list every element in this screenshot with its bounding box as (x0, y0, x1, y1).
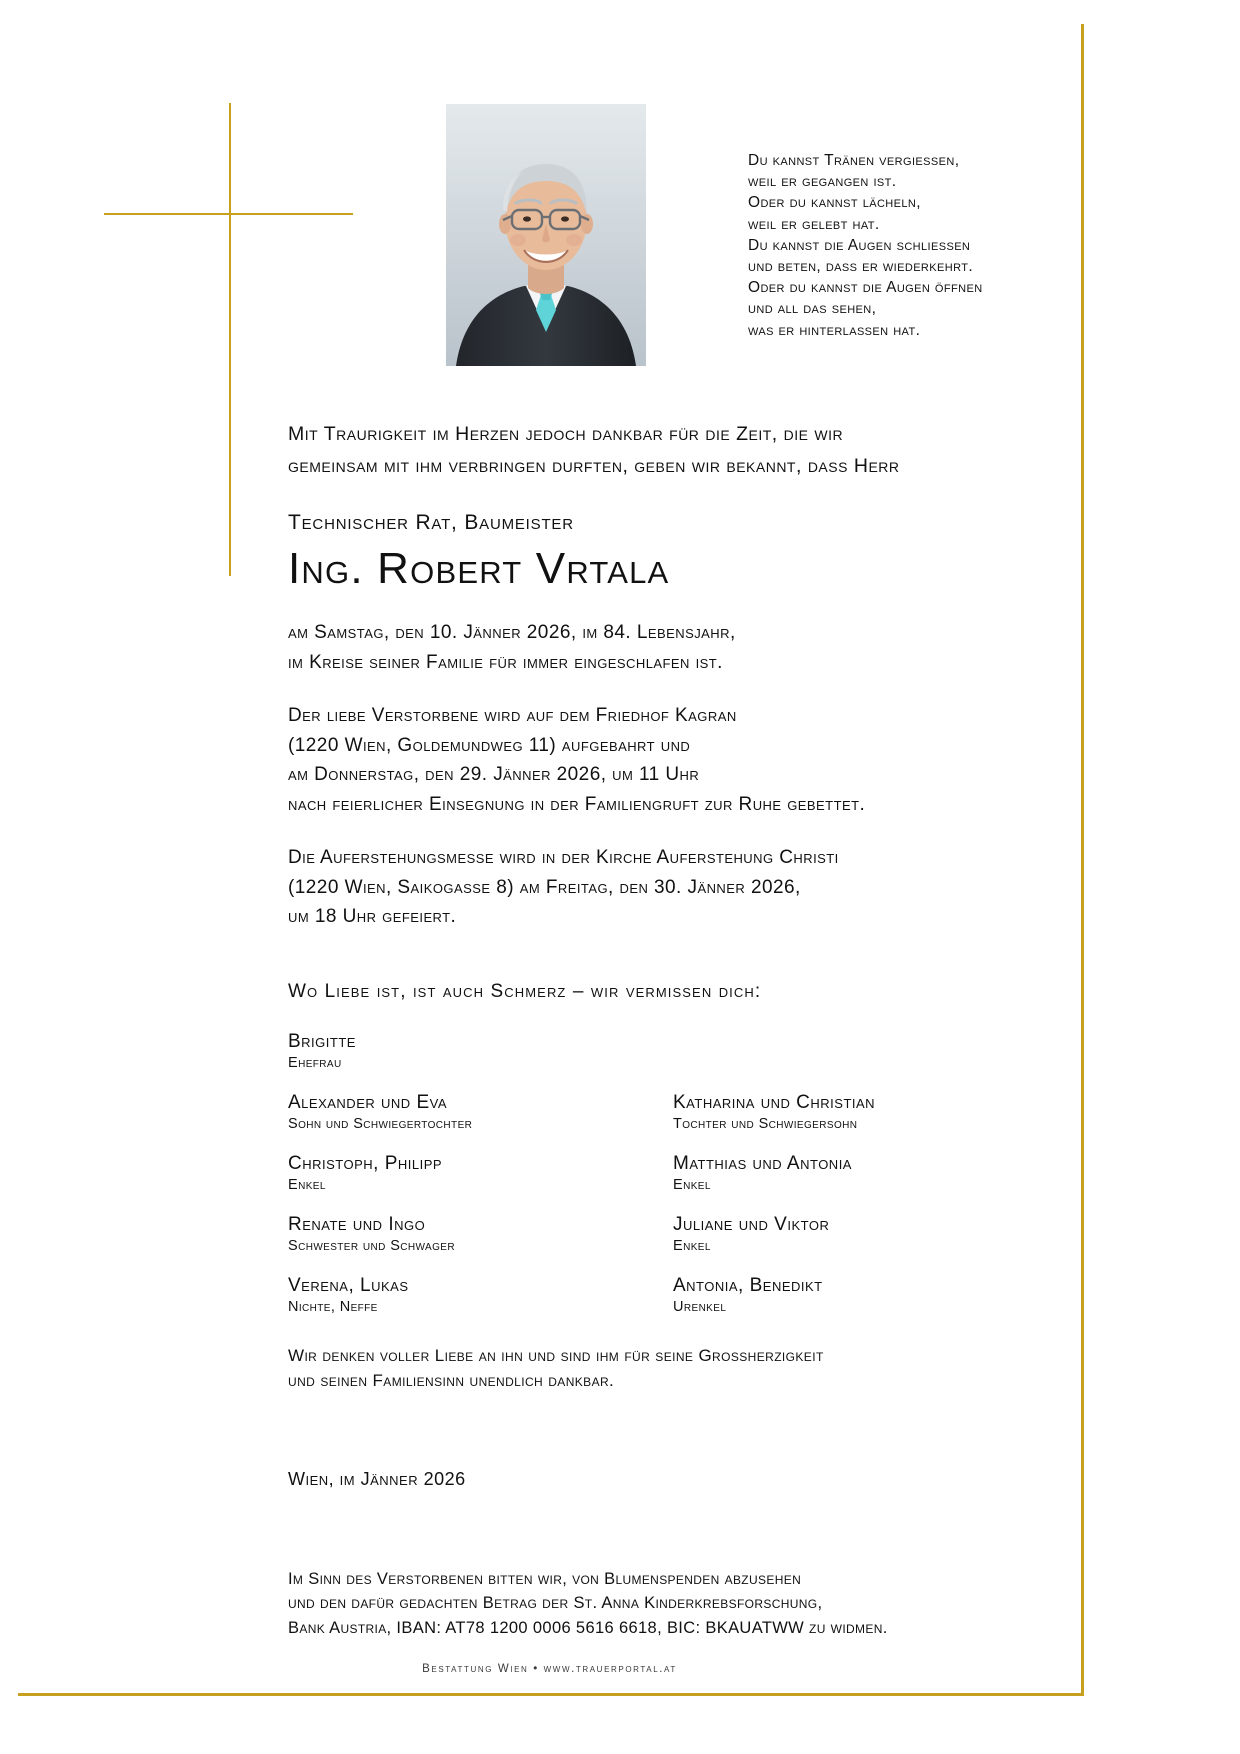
survivor-name: Renate und Ingo (288, 1213, 426, 1235)
survivors-list (288, 1030, 988, 1317)
donation-line: Im Sinn des Verstorbenen bitten wir, von Blumenspenden abzusehen (288, 1569, 802, 1588)
survivor-entry (673, 1030, 988, 1073)
survivor-entry (288, 1213, 673, 1256)
survivor-relation: Sohn und Schwiegertochter (288, 1115, 473, 1132)
survivor-name: Alexander und Eva (288, 1091, 448, 1113)
poem-line: und all das sehen, (748, 300, 877, 318)
burial-line: am Donnerstag, den 29. Jänner 2026, um 11 Uhr (288, 764, 700, 785)
death-line: am Samstag, den 10. Jänner 2026, im 84. Lebensjahr, (288, 622, 736, 643)
survivor-row (288, 1152, 988, 1195)
portrait-photo (446, 104, 646, 366)
intro-line: gemeinsam mit ihm verbringen durften, geben wir bekannt, dass Herr (288, 455, 900, 477)
announcement-intro (288, 418, 1048, 482)
closing-line: Wir denken voller Liebe an ihn und sind ihm für seine Grossherzigkeit (288, 1345, 824, 1365)
survivor-name: Katharina und Christian (673, 1091, 876, 1113)
death-details (288, 618, 1048, 677)
survivor-row (288, 1274, 988, 1317)
survivor-entry (288, 1274, 673, 1317)
survivor-entry (288, 1030, 673, 1073)
donation-notice (288, 1567, 1048, 1641)
survivor-entry (288, 1091, 673, 1134)
survivor-entry (673, 1091, 988, 1134)
survivor-name: Juliane und Viktor (673, 1213, 830, 1235)
survivor-name: Verena, Lukas (288, 1274, 409, 1296)
mass-line: (1220 Wien, Saikogasse 8) am Freitag, den 30. Jänner 2026, (288, 876, 801, 898)
survivor-relation: Ehefrau (288, 1054, 342, 1071)
poem-line: und beten, dass er wiederkehrt. (748, 258, 974, 276)
memorial-poem (748, 150, 1058, 341)
survivor-relation: Enkel (673, 1237, 711, 1254)
survivor-name: Matthias und Antonia (673, 1152, 852, 1174)
cross-vertical-icon (229, 103, 231, 576)
poem-line: Oder du kannst die Augen öffnen (748, 279, 983, 297)
survivor-relation: Enkel (288, 1176, 326, 1193)
donation-line: und den dafür gedachten Betrag der St. Anna Kinderkrebsforschung, (288, 1594, 823, 1612)
mourning-heading: Wo Liebe ist, ist auch Schmerz – wir vermissen dich: (288, 980, 762, 1002)
main-text-column (288, 418, 1048, 1640)
survivor-relation: Enkel (673, 1176, 711, 1193)
cross-horizontal-icon (104, 213, 353, 215)
intro-line: Mit Traurigkeit im Herzen jedoch dankbar für die Zeit, die wir (288, 423, 844, 445)
closing-line: und seinen Familiensinn unendlich dankbar. (288, 1370, 615, 1390)
death-line: im Kreise seiner Familie für immer eingeschlafen ist. (288, 651, 723, 673)
page-footer: Bestattung Wien • www.trauerportal.at (422, 1663, 677, 1675)
survivor-relation: Nichte, Neffe (288, 1298, 378, 1315)
burial-line: (1220 Wien, Goldemundweg 11) aufgebahrt und (288, 734, 691, 756)
burial-line: nach feierlicher Einsegnung in der Familiengruft zur Ruhe gebettet. (288, 793, 866, 815)
survivor-name: Brigitte (288, 1030, 356, 1052)
poem-line: weil er gegangen ist. (748, 173, 897, 191)
mass-line: Die Auferstehungsmesse wird in der Kirche Auferstehung Christi (288, 847, 839, 868)
survivor-entry (673, 1213, 988, 1256)
survivor-name: Antonia, Benedikt (673, 1274, 823, 1296)
poem-line: Du kannst die Augen schliessen (748, 236, 971, 254)
deceased-rank: Technischer Rat, Baumeister (288, 511, 574, 534)
mass-line: um 18 Uhr gefeiert. (288, 906, 457, 927)
poem-line: Du kannst Tränen vergiessen, (748, 152, 960, 169)
survivor-name: Christoph, Philipp (288, 1152, 443, 1174)
survivor-entry (673, 1152, 988, 1195)
burial-details (288, 701, 1048, 819)
donation-line: Bank Austria, IBAN: AT78 1200 0006 5616 6618, BIC: BKAUATWW zu widmen. (288, 1618, 888, 1637)
deceased-name: Ing. Robert Vrtala (288, 544, 670, 593)
survivor-row (288, 1213, 988, 1256)
survivor-entry (288, 1152, 673, 1195)
poem-line: Oder du kannst lächeln, (748, 194, 921, 212)
survivor-relation: Tochter und Schwiegersohn (673, 1115, 858, 1132)
survivor-row (288, 1091, 988, 1134)
survivor-relation: Urenkel (673, 1298, 727, 1315)
survivor-row (288, 1030, 988, 1073)
mass-details (288, 843, 1048, 932)
closing-message (288, 1343, 1048, 1393)
poem-line: weil er gelebt hat. (748, 215, 880, 233)
burial-line: Der liebe Verstorbene wird auf dem Friedhof Kagran (288, 705, 737, 726)
gold-border-right (1081, 24, 1084, 1696)
gold-border-bottom (18, 1693, 1081, 1696)
poem-line: was er hinterlassen hat. (748, 321, 921, 339)
place-and-date: Wien, im Jänner 2026 (288, 1468, 466, 1489)
survivor-relation: Schwester und Schwager (288, 1237, 455, 1254)
survivor-entry (673, 1274, 988, 1317)
